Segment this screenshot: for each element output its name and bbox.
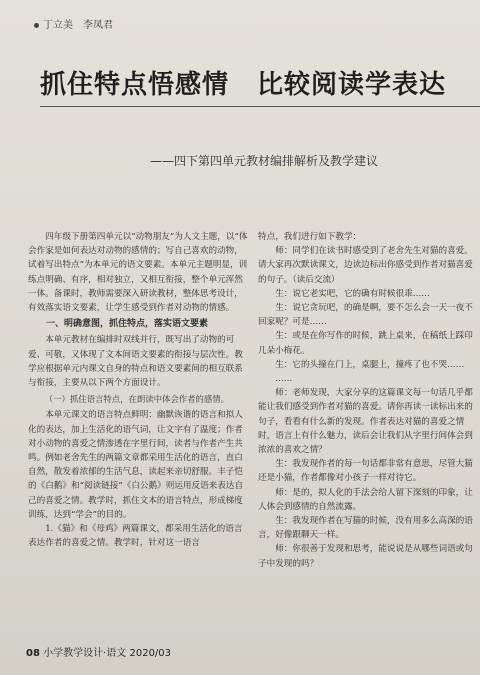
ellipsis: …… xyxy=(275,374,293,385)
article-title xyxy=(40,64,446,101)
paragraph: 特点，我们进行如下教学： xyxy=(258,232,362,242)
paragraph: 生：我发现作者的每一句话都非常有意思，尽管大猫还是小猫，作者都像对小孩子一样对待它。 xyxy=(258,459,473,484)
title-part-1: 抓住特点悟感情 xyxy=(40,70,230,100)
magazine-name: 小学教学设计·语文 xyxy=(43,648,127,659)
page-footer xyxy=(26,644,171,659)
right-column xyxy=(258,230,480,571)
title-underline xyxy=(40,106,480,107)
paragraph: 四年级下册第四单元以“动物朋友”为人文主题，以“体会作家是如何表达对动物的感情的；写自己喜欢的动物，试着写出特点”为本单元的语文要素。本单元主题明显，训练点明确、有序，相对独立，又相互衔接，整个单元浑然一体。备课时，教师需要深入研读教材，整体思考设计，有效落实语文要素，让学生感受到作者对动物的情感。 xyxy=(28,232,248,314)
authors-text: 丁立美 李凤君 xyxy=(43,20,113,31)
author-line xyxy=(34,16,113,31)
article-subtitle: ——四下第四单元教材编排解析及教学建议 xyxy=(150,154,379,168)
paragraph: 师：是的，拟人化的手法会给人留下深刻的印象，让人体会到感情的自然流露。 xyxy=(258,487,473,512)
paragraph: 师：老师发现，大家分享的这篇课文每一句话几乎都能让我们感受到作者对猫的喜爱。请你再读一读标出来的句子，看看有什么新的发现。作者表达对猫的喜爱之情时，语言上有什么魅力，读后会让我们从字里行间体会到浓浓的喜欢之情？ xyxy=(258,388,473,456)
bullet-icon xyxy=(34,23,39,28)
paragraph: 生：它的头撞在门上，桌腿上，撞疼了也不哭…… xyxy=(275,359,465,370)
paragraph: 本单元教材在编排时双线并行，既写出了动物的可爱、可敬，又体现了文本间语文要素的衔接与层次性。教学应根据单元内课文自身的特点和语文要素间的相互联系与衔接，主要从以下两个方面设计。 xyxy=(28,335,243,389)
paragraph: 生：我发现作者在写猫的时候，没有用多么高深的语言，好像跟聊天一样。 xyxy=(258,516,473,541)
title-part-2: 比较阅读学表达 xyxy=(257,70,447,100)
paragraph: 师：同学们在读书时感受到了老舍先生对猫的喜爱。请大家再次默读课文，边读边标出你感受到作者对猫喜爱的句子。（读后交流） xyxy=(258,246,473,285)
page-number: 08 xyxy=(26,648,40,659)
paragraph: 生：说它老实吧，它的确有时候很乖…… xyxy=(275,288,430,299)
issue-date: 2020/03 xyxy=(129,648,172,659)
left-column xyxy=(28,230,250,550)
section-heading: 一、明确意图，抓住特点，落实语文要素 xyxy=(46,319,209,330)
subsection-heading: （一）抓住语言特点，在朗读中体会作者的感情。 xyxy=(44,394,230,405)
paragraph: 本单元课文的语言特点鲜明：幽默诙谐的语言和拟人化的表达，加上生活化的语气词，让文字有了温度；作者对小动物的喜爱之情渗透在字里行间，读者与作者产生共鸣。例如老舍先生的两篇文章都采用生活化的语言，直白自然，散发着浓郁的生活气息，读起来亲切舒服。丰子恺的《白鹅》和“阅读链接”《白公鹅》则运用反语来表达自己的喜爱之情。教学时，抓住文本的语言特点，形成梯度训练，达到“学会”的目的。 xyxy=(28,410,244,520)
paragraph: 生：说它贪玩吧，的确是啊，要不怎么会一天一夜不回家呢？可是…… xyxy=(258,303,473,328)
paragraph: 1.《猫》和《母鸡》两篇课文，都采用生活化的语言表达作者的喜爱之情。教学时，针对这一语言 xyxy=(28,524,243,549)
paragraph: 师：你很善于发现和思考，能说说是从哪些词语或句子中发现的吗？ xyxy=(258,544,473,569)
paragraph: 生：或是在你写作的时候，跳上桌来，在稿纸上踩印几朵小梅花。 xyxy=(258,331,473,356)
